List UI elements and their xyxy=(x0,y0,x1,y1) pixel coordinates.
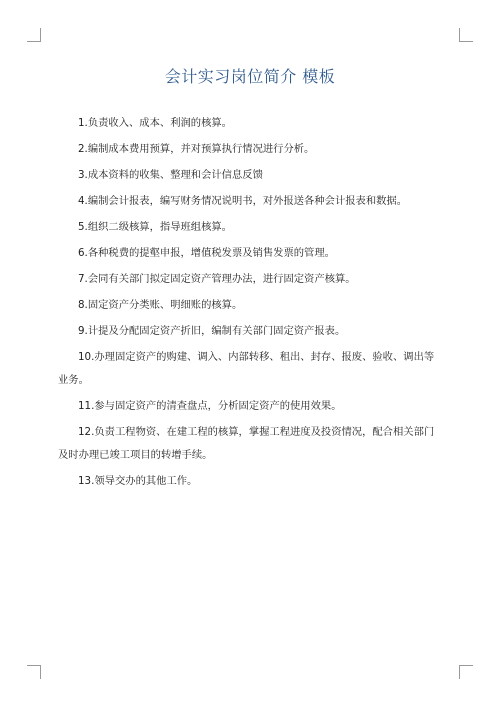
list-item-10: 10.办理固定资产的购建、调入、内部转移、租出、封存、报废、验收、调出等业务。 xyxy=(58,351,435,386)
list-item-3: 3.成本资料的收集、整理和会计信息反馈 xyxy=(78,169,263,181)
list-item-2: 2.编制成本费用预算，并对预算执行情况进行分析。 xyxy=(78,143,315,155)
list-item-1: 1.负责收入、成本、利润的核算。 xyxy=(78,117,232,129)
list-item-7: 7.会同有关部门拟定固定资产管理办法，进行固定资产核算。 xyxy=(78,273,356,285)
crop-mark-bottom-left xyxy=(27,665,41,679)
list-item-13: 13.领导交办的其他工作。 xyxy=(78,475,198,487)
crop-mark-top-right xyxy=(459,28,473,42)
list-item-4: 4.编制会计报表，编写财务情况说明书，对外报送各种会计报表和数据。 xyxy=(78,195,408,207)
list-item-12: 12.负责工程物资、在建工程的核算，掌握工程进度及投资情况，配合相关部门及时办理已竣工项目的转增手续。 xyxy=(58,426,435,461)
list-item-11: 11.参与固定资产的清查盘点，分析固定资产的使用效果。 xyxy=(78,400,342,412)
list-item-9: 9.计提及分配固定资产折旧，编制有关部门固定资产报表。 xyxy=(78,325,346,337)
list-item-5: 5.组织二级核算，指导班组核算。 xyxy=(78,221,232,233)
document-body xyxy=(58,112,444,496)
crop-mark-top-left xyxy=(27,28,41,42)
document-title: 会计实习岗位简介 模板 xyxy=(164,67,336,86)
list-item-6: 6.各种税费的提壑申报，增值税发票及销售发票的管理。 xyxy=(78,247,335,259)
crop-mark-bottom-right xyxy=(459,665,473,679)
list-item-8: 8.固定资产分类账、明细账的核算。 xyxy=(78,299,243,311)
